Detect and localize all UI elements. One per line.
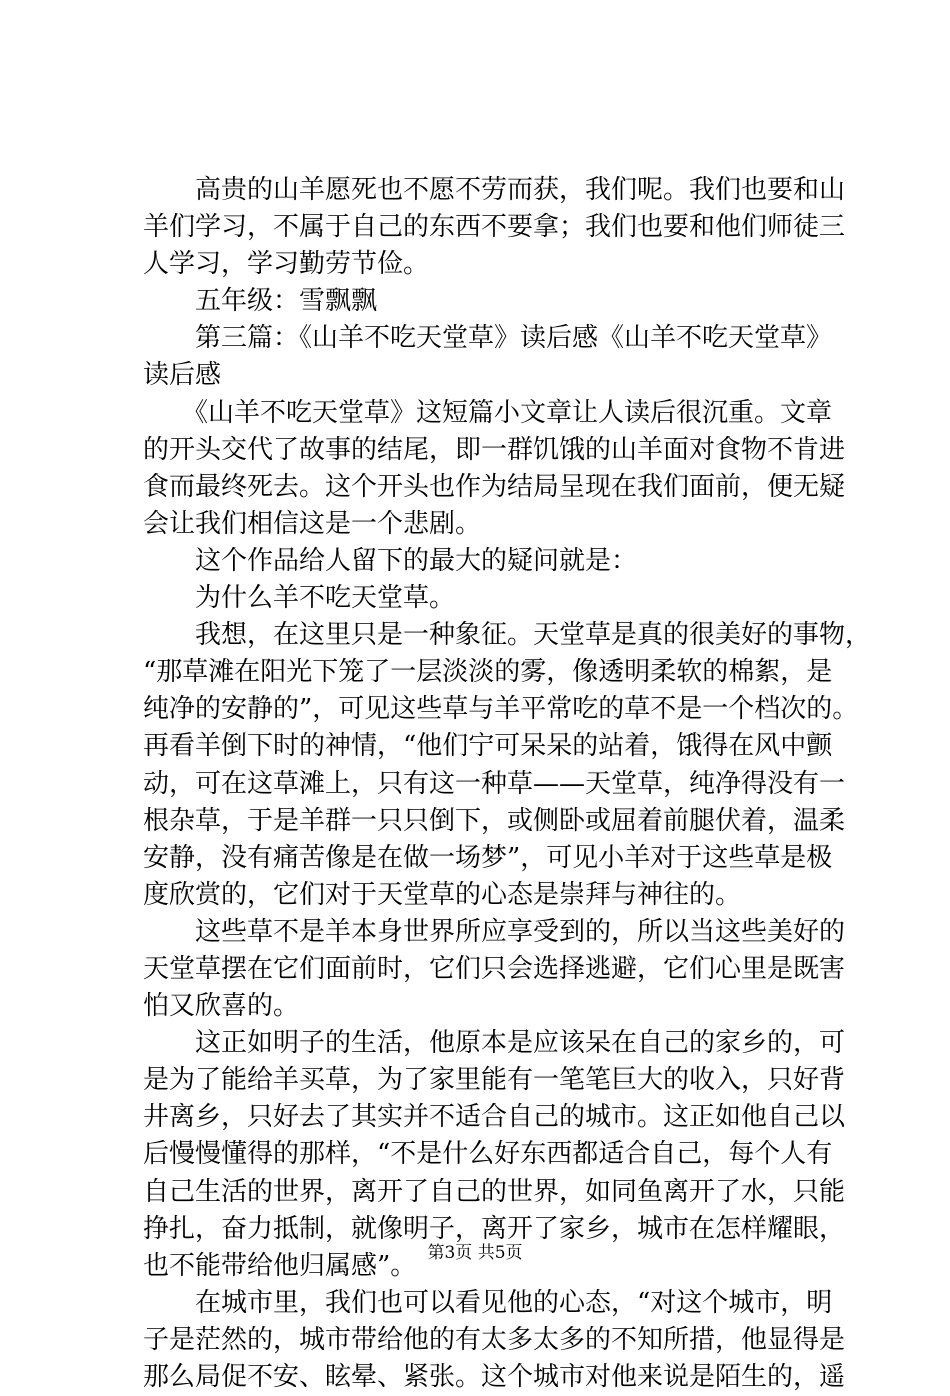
text-line: 后慢慢懂得的那样，“不是什么好东西都适合自己，每个人有: [143, 1139, 833, 1170]
text-line: 再看羊倒下时的神情，“他们宁可呆呆的站着，饿得在风中颤: [143, 731, 833, 762]
text-line: 子是茫然的，城市带给他的有太多太多的不知所措，他显得是: [143, 1324, 846, 1355]
text-line: 度欣赏的，它们对于天堂草的心态是崇拜与神往的。: [143, 879, 742, 910]
text-line: 《山羊不吃天堂草》这短篇小文章让人读后很沉重。文章: [143, 397, 833, 428]
text-line: 是为了能给羊买草，为了家里能有一笔笔巨大的收入，只好背: [143, 1065, 846, 1096]
page-footer: 第3页 共5页: [427, 1243, 523, 1263]
text-line: 挣扎，奋力抵制，就像明子，离开了家乡，城市在怎样耀眼，: [143, 1213, 846, 1244]
text-line: 为什么羊不吃天堂草。: [143, 583, 456, 614]
text-line: 这正如明子的生活，他原本是应该呆在自己的家乡的，可: [143, 1028, 846, 1059]
text-line: 食而最终死去。这个开头也作为结局呈现在我们面前，便无疑: [143, 471, 846, 502]
text-line: 第三篇：《山羊不吃天堂草》读后感《山羊不吃天堂草》: [143, 323, 833, 354]
document-body: [143, 172, 872, 1396]
text-line: 动，可在这草滩上，只有这一种草——天堂草，纯净得没有一: [143, 768, 846, 799]
text-line: 自己生活的世界，离开了自己的世界，如同鱼离开了水，只能: [143, 1176, 846, 1207]
text-line: 高贵的山羊愿死也不愿不劳而获，我们呢。我们也要和山: [143, 175, 846, 205]
text-line: 怕又欣喜的。: [143, 991, 300, 1022]
text-line: 这个作品给人留下的最大的疑问就是：: [143, 545, 638, 576]
text-line: 天堂草摆在它们面前时，它们只会选择逃避，它们心里是既害: [143, 953, 846, 984]
text-line: 读后感: [143, 360, 222, 391]
text-line: 那么局促不安、眩晕、紧张。这个城市对他来说是陌生的，遥: [143, 1362, 846, 1392]
text-line: 会让我们相信这是一个悲剧。: [143, 508, 482, 539]
text-line: “那草滩在阳光下笼了一层淡淡的雾，像透明柔软的棉絮，是: [143, 657, 833, 688]
text-line: 人学习，学习勤劳节俭。: [143, 249, 430, 280]
text-line: 羊们学习，不属于自己的东西不要拿；我们也要和他们师徒三: [143, 212, 846, 243]
text-line: 根杂草，于是羊群一只只倒下，或侧卧或屈着前腿伏着，温柔: [143, 805, 846, 836]
text-line: 的开头交代了故事的结尾，即一群饥饿的山羊面对食物不肯进: [143, 434, 846, 465]
text-line: 安静，没有痛苦像是在做一场梦”，可见小羊对于这些草是极: [143, 842, 833, 873]
text-line: 在城市里，我们也可以看见他的心态，“对这个城市，明: [143, 1287, 833, 1318]
text-line: 五年级：雪飘飘: [143, 286, 378, 317]
text-line: 我想，在这里只是一种象征。天堂草是真的很美好的事物，: [143, 620, 872, 651]
text-line: 也不能带给他归属感”。: [143, 1250, 417, 1281]
text-line: 井离乡，只好去了其实并不适合自己的城市。这正如他自己以: [143, 1102, 846, 1133]
text-line: 这些草不是羊本身世界所应享受到的，所以当这些美好的: [143, 916, 846, 947]
text-line: 纯净的安静的”，可见这些草与羊平常吃的草不是一个档次的。: [143, 694, 859, 725]
